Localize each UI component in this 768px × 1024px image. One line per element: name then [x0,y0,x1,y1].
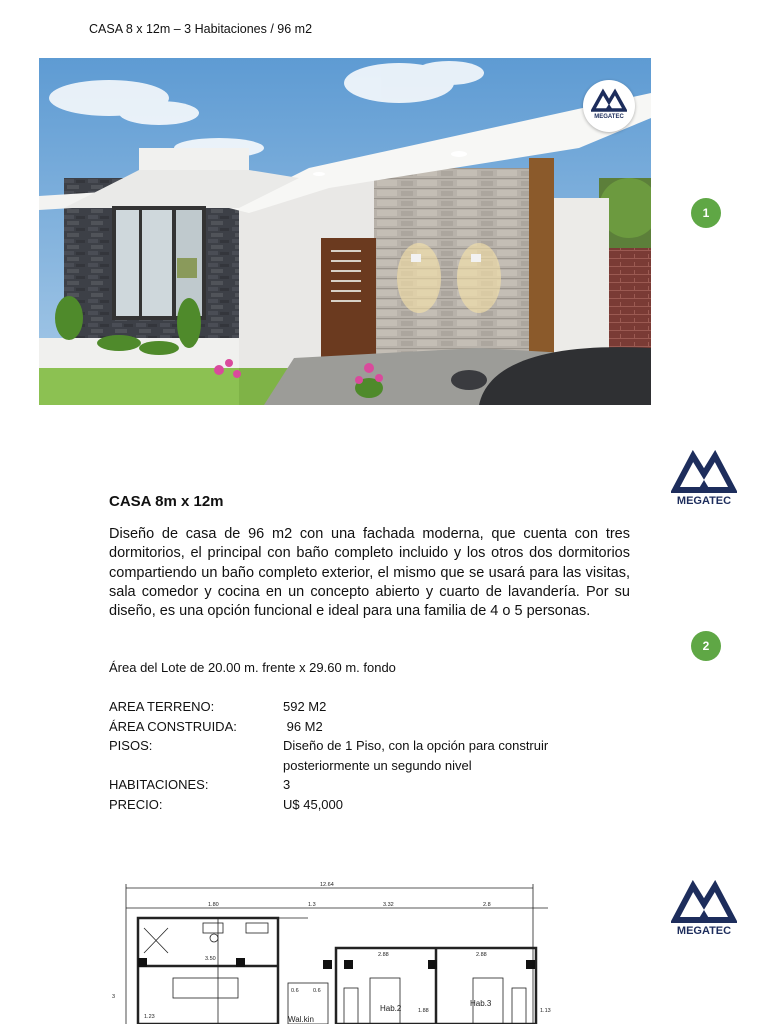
plan-dim: 1.23 [144,1014,155,1020]
spec-value: 592 M2 [283,699,327,714]
spec-row-area-terreno [109,697,583,717]
megatec-logo-icon [591,88,627,112]
plan-dim: 3.50 [205,956,216,962]
side-logo-1 [668,450,740,514]
spec-row-precio [109,795,583,815]
plan-dim: 1.13 [540,1008,551,1014]
room-label-hab3: Hab.3 [470,999,492,1008]
spec-label: ÁREA CONSTRUIDA: [109,718,237,734]
plan-dim: 2.8 [483,902,491,908]
spec-value: U$ 45,000 [283,796,343,812]
brick-wall [609,248,651,358]
floor-plan-drawing [108,878,558,1024]
side-logo-text: MEGATEC [676,925,732,937]
spec-label: HABITACIONES: [109,777,209,792]
ceiling-light [451,151,467,157]
spec-value: 96 M2 [283,718,323,734]
plan-dim: 1.80 [208,902,219,908]
spec-value: 3 [283,777,291,792]
plan-dim: 3 [112,994,116,1000]
spec-label: AREA TERRENO: [109,699,215,714]
hero-logo-badge [583,80,635,132]
side-logo-2 [668,880,740,944]
listing-heading: CASA 8m x 12m [109,493,224,510]
facade-illustration [39,58,651,405]
plan-dim-total: 12.64 [320,882,334,888]
wall-light-glow [397,243,441,313]
listing-description: Diseño de casa de 96 m2 con una fachada moderna, que cuenta con tres dormitorios, el principal con baño completo incluido y los otros dos dormitorios compartiendo un baño completo exterior, el mismo que se usará para las visitas, sala comedor y cocina en un concepto abierto y cuarto de lavandería. Por su diseño, es una opción funcional e ideal para una familia de 4 o 5 personas. [109,526,630,620]
floor-plan [108,878,558,1024]
spec-row-habitaciones [109,775,583,795]
room-label-walkin: Wal.kin [288,1015,314,1024]
spec-value: Diseño de 1 Piso, con la opción para construir posteriormente un segundo nivel [283,738,549,773]
lot-area-text: Área del Lote de 20.00 m. frente x 29.60 m. fondo [109,660,396,675]
page-marker-2: 2 [691,631,721,661]
spec-table [109,697,583,814]
megatec-logo-icon [671,450,737,494]
page-marker-1: 1 [691,198,721,228]
plan-dim: 1.3 [308,902,316,908]
plan-dim: 2.88 [378,952,389,958]
house-facade-render [39,58,651,405]
wood-column [529,158,554,368]
plan-dim: 0.6 [313,988,321,994]
front-door [321,238,376,358]
plan-dim: 3.32 [383,902,394,908]
hero-logo-text: MEGATEC [594,114,624,120]
room-label-hab2: Hab.2 [380,1004,402,1013]
plan-dim: 0.6 [291,988,299,994]
spec-label: PISOS: [109,738,153,753]
plan-dim: 2.88 [476,952,487,958]
spec-label: PRECIO: [109,796,163,812]
document-title: CASA 8 x 12m – 3 Habitaciones / 96 m2 [89,22,313,36]
megatec-logo-icon [671,880,737,924]
plan-dim: 1.88 [418,1008,429,1014]
side-logo-text: MEGATEC [676,495,732,507]
spec-row-area-construida [109,717,583,737]
large-window [114,208,174,318]
spec-row-pisos [109,736,583,775]
